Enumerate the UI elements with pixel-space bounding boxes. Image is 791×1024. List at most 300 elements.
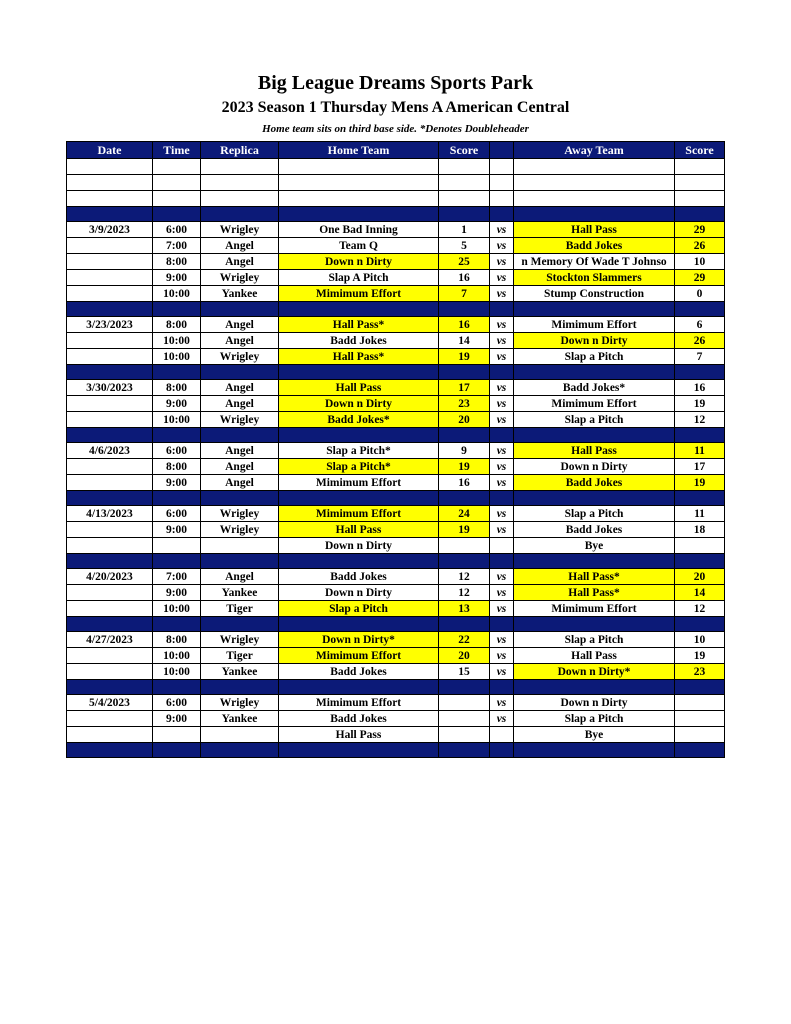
cell-time: 6:00	[153, 506, 201, 522]
cell-replica: Angel	[201, 380, 279, 396]
cell-away-team: Bye	[514, 727, 675, 743]
cell-replica	[201, 538, 279, 554]
cell-home-score: 22	[439, 632, 490, 648]
separator-cell	[514, 365, 675, 380]
separator-cell	[490, 554, 514, 569]
separator-cell	[675, 365, 725, 380]
blank-cell	[153, 159, 201, 175]
cell-replica	[201, 727, 279, 743]
cell-away-score: 7	[675, 349, 725, 365]
cell-away-score	[675, 695, 725, 711]
game-row	[67, 270, 725, 286]
cell-home-score	[439, 695, 490, 711]
separator-cell	[67, 365, 153, 380]
cell-vs: vs	[490, 695, 514, 711]
cell-vs: vs	[490, 506, 514, 522]
cell-vs: vs	[490, 601, 514, 617]
separator-cell	[279, 680, 439, 695]
separator-cell	[279, 207, 439, 222]
cell-home-score: 19	[439, 349, 490, 365]
cell-away-score: 11	[675, 506, 725, 522]
cell-home-team: Badd Jokes	[279, 569, 439, 585]
cell-home-score	[439, 727, 490, 743]
cell-home-team: Mimimum Effort	[279, 475, 439, 491]
cell-home-score: 20	[439, 412, 490, 428]
separator-cell	[67, 428, 153, 443]
separator-cell	[490, 428, 514, 443]
cell-home-team: Mimimum Effort	[279, 695, 439, 711]
separator-cell	[153, 302, 201, 317]
separator-cell	[153, 680, 201, 695]
cell-away-score: 23	[675, 664, 725, 680]
blank-cell	[439, 191, 490, 207]
cell-date: 4/20/2023	[67, 569, 153, 585]
separator-cell	[279, 491, 439, 506]
cell-date	[67, 538, 153, 554]
separator-cell	[153, 743, 201, 758]
cell-home-score: 16	[439, 270, 490, 286]
cell-replica: Tiger	[201, 648, 279, 664]
game-row	[67, 333, 725, 349]
cell-replica: Wrigley	[201, 522, 279, 538]
cell-away-score	[675, 711, 725, 727]
blank-cell	[201, 175, 279, 191]
blank-cell	[514, 191, 675, 207]
blank-cell	[201, 159, 279, 175]
separator-cell	[439, 680, 490, 695]
game-row	[67, 396, 725, 412]
cell-time: 10:00	[153, 648, 201, 664]
separator-cell	[439, 491, 490, 506]
cell-home-score	[439, 711, 490, 727]
separator-row	[67, 207, 725, 222]
separator-cell	[279, 428, 439, 443]
cell-away-team: Down n Dirty*	[514, 664, 675, 680]
cell-away-team: Badd Jokes	[514, 475, 675, 491]
schedule-body	[67, 159, 725, 758]
cell-time: 8:00	[153, 380, 201, 396]
separator-cell	[514, 617, 675, 632]
separator-cell	[490, 365, 514, 380]
cell-time: 8:00	[153, 459, 201, 475]
blank-cell	[153, 191, 201, 207]
cell-home-score: 19	[439, 522, 490, 538]
cell-away-score	[675, 538, 725, 554]
game-row	[67, 648, 725, 664]
cell-home-team: Slap a Pitch*	[279, 443, 439, 459]
separator-cell	[201, 617, 279, 632]
cell-time: 10:00	[153, 286, 201, 302]
cell-time: 9:00	[153, 522, 201, 538]
cell-date	[67, 648, 153, 664]
cell-home-team: Down n Dirty	[279, 538, 439, 554]
cell-replica: Wrigley	[201, 412, 279, 428]
cell-vs: vs	[490, 333, 514, 349]
cell-away-score: 19	[675, 396, 725, 412]
cell-home-team: Hall Pass	[279, 380, 439, 396]
cell-date	[67, 270, 153, 286]
game-row	[67, 317, 725, 333]
cell-home-score: 16	[439, 475, 490, 491]
cell-time	[153, 538, 201, 554]
game-row	[67, 632, 725, 648]
cell-date: 4/27/2023	[67, 632, 153, 648]
header-vs	[490, 142, 514, 159]
cell-home-score: 12	[439, 585, 490, 601]
cell-time: 9:00	[153, 585, 201, 601]
cell-replica: Angel	[201, 333, 279, 349]
cell-replica: Wrigley	[201, 270, 279, 286]
cell-date	[67, 349, 153, 365]
game-row	[67, 459, 725, 475]
separator-cell	[279, 554, 439, 569]
game-row	[67, 349, 725, 365]
cell-home-score: 25	[439, 254, 490, 270]
cell-away-score: 10	[675, 632, 725, 648]
cell-home-team: Badd Jokes	[279, 333, 439, 349]
cell-away-team: Mimimum Effort	[514, 601, 675, 617]
cell-home-score: 23	[439, 396, 490, 412]
cell-away-team: Slap a Pitch	[514, 349, 675, 365]
cell-time: 8:00	[153, 632, 201, 648]
cell-time: 10:00	[153, 412, 201, 428]
cell-home-team: Hall Pass*	[279, 317, 439, 333]
blank-cell	[201, 191, 279, 207]
separator-cell	[439, 428, 490, 443]
cell-home-score: 13	[439, 601, 490, 617]
cell-time: 8:00	[153, 317, 201, 333]
blank-row	[67, 175, 725, 191]
separator-cell	[279, 743, 439, 758]
cell-home-score: 16	[439, 317, 490, 333]
cell-vs: vs	[490, 396, 514, 412]
cell-away-score: 11	[675, 443, 725, 459]
cell-replica: Angel	[201, 459, 279, 475]
cell-replica: Angel	[201, 238, 279, 254]
cell-away-team: Down n Dirty	[514, 695, 675, 711]
cell-away-team: Hall Pass*	[514, 569, 675, 585]
cell-time: 6:00	[153, 443, 201, 459]
cell-replica: Angel	[201, 396, 279, 412]
cell-replica: Angel	[201, 317, 279, 333]
cell-date	[67, 475, 153, 491]
cell-home-score: 17	[439, 380, 490, 396]
blank-cell	[490, 175, 514, 191]
cell-vs: vs	[490, 238, 514, 254]
cell-home-team: Badd Jokes*	[279, 412, 439, 428]
cell-date	[67, 238, 153, 254]
cell-time: 7:00	[153, 569, 201, 585]
cell-date	[67, 396, 153, 412]
cell-vs: vs	[490, 380, 514, 396]
cell-home-score: 19	[439, 459, 490, 475]
blank-cell	[439, 175, 490, 191]
cell-vs: vs	[490, 222, 514, 238]
cell-away-score: 26	[675, 238, 725, 254]
separator-cell	[439, 365, 490, 380]
blank-cell	[67, 191, 153, 207]
separator-cell	[490, 617, 514, 632]
separator-row	[67, 365, 725, 380]
page-title: Big League Dreams Sports Park	[257, 72, 534, 94]
cell-vs: vs	[490, 349, 514, 365]
separator-cell	[201, 491, 279, 506]
cell-date: 3/30/2023	[67, 380, 153, 396]
separator-cell	[439, 302, 490, 317]
cell-time	[153, 727, 201, 743]
cell-away-team: Stump Construction	[514, 286, 675, 302]
blank-row	[67, 159, 725, 175]
cell-date	[67, 727, 153, 743]
cell-time: 8:00	[153, 254, 201, 270]
cell-replica: Wrigley	[201, 695, 279, 711]
cell-time: 10:00	[153, 601, 201, 617]
header-home-score: Score	[439, 142, 490, 159]
cell-replica: Tiger	[201, 601, 279, 617]
cell-date: 5/4/2023	[67, 695, 153, 711]
separator-cell	[67, 554, 153, 569]
separator-cell	[201, 207, 279, 222]
cell-away-score: 0	[675, 286, 725, 302]
cell-date	[67, 459, 153, 475]
cell-away-score	[675, 727, 725, 743]
cell-replica: Yankee	[201, 585, 279, 601]
cell-date: 3/9/2023	[67, 222, 153, 238]
cell-replica: Wrigley	[201, 222, 279, 238]
blank-cell	[279, 159, 439, 175]
game-row	[67, 286, 725, 302]
header-replica: Replica	[201, 142, 279, 159]
cell-away-score: 20	[675, 569, 725, 585]
cell-date: 4/13/2023	[67, 506, 153, 522]
cell-home-team: Badd Jokes	[279, 664, 439, 680]
cell-home-team: Down n Dirty	[279, 585, 439, 601]
game-row	[67, 254, 725, 270]
cell-vs: vs	[490, 475, 514, 491]
cell-away-score: 19	[675, 648, 725, 664]
cell-away-team: Badd Jokes*	[514, 380, 675, 396]
cell-home-team: One Bad Inning	[279, 222, 439, 238]
cell-time: 7:00	[153, 238, 201, 254]
cell-away-team: Slap a Pitch	[514, 711, 675, 727]
cell-home-team: Badd Jokes	[279, 711, 439, 727]
separator-row	[67, 554, 725, 569]
separator-cell	[67, 491, 153, 506]
game-row	[67, 506, 725, 522]
cell-date	[67, 711, 153, 727]
game-row	[67, 412, 725, 428]
blank-cell	[67, 159, 153, 175]
game-row	[67, 522, 725, 538]
separator-cell	[439, 207, 490, 222]
separator-cell	[201, 680, 279, 695]
separator-cell	[514, 207, 675, 222]
cell-away-team: Hall Pass	[514, 443, 675, 459]
separator-cell	[675, 554, 725, 569]
cell-away-team: Hall Pass	[514, 222, 675, 238]
cell-home-score: 15	[439, 664, 490, 680]
cell-date	[67, 286, 153, 302]
cell-date	[67, 664, 153, 680]
header-time: Time	[153, 142, 201, 159]
separator-row	[67, 743, 725, 758]
separator-cell	[279, 365, 439, 380]
game-row	[67, 443, 725, 459]
game-row	[67, 238, 725, 254]
game-row	[67, 585, 725, 601]
cell-vs	[490, 727, 514, 743]
cell-home-score: 14	[439, 333, 490, 349]
cell-away-score: 29	[675, 270, 725, 286]
cell-away-score: 12	[675, 601, 725, 617]
header-row	[67, 142, 725, 159]
page-subtitle: 2023 Season 1 Thursday Mens A American Central	[221, 99, 570, 116]
cell-home-score: 24	[439, 506, 490, 522]
cell-home-score: 7	[439, 286, 490, 302]
separator-cell	[201, 428, 279, 443]
cell-vs: vs	[490, 443, 514, 459]
separator-row	[67, 491, 725, 506]
cell-away-team: Mimimum Effort	[514, 317, 675, 333]
separator-cell	[675, 491, 725, 506]
separator-cell	[675, 428, 725, 443]
cell-vs: vs	[490, 711, 514, 727]
cell-date	[67, 601, 153, 617]
blank-cell	[279, 191, 439, 207]
blank-cell	[675, 191, 725, 207]
cell-away-score: 16	[675, 380, 725, 396]
cell-replica: Wrigley	[201, 506, 279, 522]
blank-cell	[279, 175, 439, 191]
cell-away-team: Badd Jokes	[514, 522, 675, 538]
separator-cell	[67, 617, 153, 632]
cell-home-team: Team Q	[279, 238, 439, 254]
cell-away-score: 6	[675, 317, 725, 333]
header-away-score: Score	[675, 142, 725, 159]
cell-home-score: 9	[439, 443, 490, 459]
separator-cell	[439, 554, 490, 569]
cell-home-score	[439, 538, 490, 554]
cell-home-team: Down n Dirty	[279, 254, 439, 270]
cell-vs: vs	[490, 459, 514, 475]
cell-home-team: Mimimum Effort	[279, 506, 439, 522]
cell-away-score: 14	[675, 585, 725, 601]
blank-cell	[490, 159, 514, 175]
cell-home-team: Mimimum Effort	[279, 286, 439, 302]
separator-cell	[514, 302, 675, 317]
cell-replica: Yankee	[201, 286, 279, 302]
cell-date	[67, 412, 153, 428]
cell-home-team: Hall Pass*	[279, 349, 439, 365]
cell-home-team: Down n Dirty*	[279, 632, 439, 648]
cell-date	[67, 333, 153, 349]
separator-cell	[279, 617, 439, 632]
cell-replica: Wrigley	[201, 349, 279, 365]
cell-vs: vs	[490, 254, 514, 270]
cell-date	[67, 522, 153, 538]
cell-home-score: 5	[439, 238, 490, 254]
header-date: Date	[67, 142, 153, 159]
separator-cell	[490, 302, 514, 317]
cell-replica: Wrigley	[201, 632, 279, 648]
separator-row	[67, 302, 725, 317]
cell-away-team: n Memory Of Wade T Johnso	[514, 254, 675, 270]
cell-home-team: Hall Pass	[279, 522, 439, 538]
cell-away-score: 10	[675, 254, 725, 270]
cell-time: 6:00	[153, 695, 201, 711]
cell-away-team: Down n Dirty	[514, 333, 675, 349]
cell-away-team: Bye	[514, 538, 675, 554]
separator-cell	[67, 302, 153, 317]
cell-away-team: Hall Pass*	[514, 585, 675, 601]
separator-cell	[153, 365, 201, 380]
cell-date	[67, 585, 153, 601]
separator-row	[67, 428, 725, 443]
cell-replica: Yankee	[201, 711, 279, 727]
cell-replica: Yankee	[201, 664, 279, 680]
separator-cell	[514, 680, 675, 695]
cell-home-team: Slap A Pitch	[279, 270, 439, 286]
separator-cell	[490, 680, 514, 695]
cell-time: 9:00	[153, 396, 201, 412]
separator-cell	[514, 491, 675, 506]
cell-away-team: Hall Pass	[514, 648, 675, 664]
separator-cell	[514, 743, 675, 758]
separator-cell	[279, 302, 439, 317]
cell-home-score: 20	[439, 648, 490, 664]
cell-away-team: Mimimum Effort	[514, 396, 675, 412]
game-row	[67, 222, 725, 238]
separator-cell	[439, 617, 490, 632]
cell-away-score: 12	[675, 412, 725, 428]
game-row	[67, 601, 725, 617]
game-row	[67, 538, 725, 554]
cell-away-team: Slap a Pitch	[514, 412, 675, 428]
game-row	[67, 569, 725, 585]
separator-cell	[439, 743, 490, 758]
cell-away-score: 19	[675, 475, 725, 491]
separator-cell	[201, 743, 279, 758]
cell-vs: vs	[490, 412, 514, 428]
cell-date	[67, 254, 153, 270]
separator-cell	[490, 207, 514, 222]
separator-cell	[153, 207, 201, 222]
separator-cell	[201, 554, 279, 569]
cell-away-team: Badd Jokes	[514, 238, 675, 254]
cell-replica: Angel	[201, 569, 279, 585]
cell-replica: Angel	[201, 254, 279, 270]
blank-cell	[153, 175, 201, 191]
cell-home-team: Down n Dirty	[279, 396, 439, 412]
cell-time: 9:00	[153, 711, 201, 727]
separator-cell	[153, 617, 201, 632]
separator-row	[67, 617, 725, 632]
separator-cell	[201, 365, 279, 380]
separator-cell	[67, 207, 153, 222]
cell-home-team: Slap a Pitch*	[279, 459, 439, 475]
cell-home-team: Slap a Pitch	[279, 601, 439, 617]
cell-away-score: 26	[675, 333, 725, 349]
cell-home-team: Hall Pass	[279, 727, 439, 743]
separator-cell	[514, 428, 675, 443]
game-row	[67, 475, 725, 491]
cell-time: 9:00	[153, 270, 201, 286]
blank-row	[67, 191, 725, 207]
cell-away-team: Slap a Pitch	[514, 506, 675, 522]
separator-cell	[514, 554, 675, 569]
cell-home-score: 1	[439, 222, 490, 238]
separator-cell	[675, 617, 725, 632]
